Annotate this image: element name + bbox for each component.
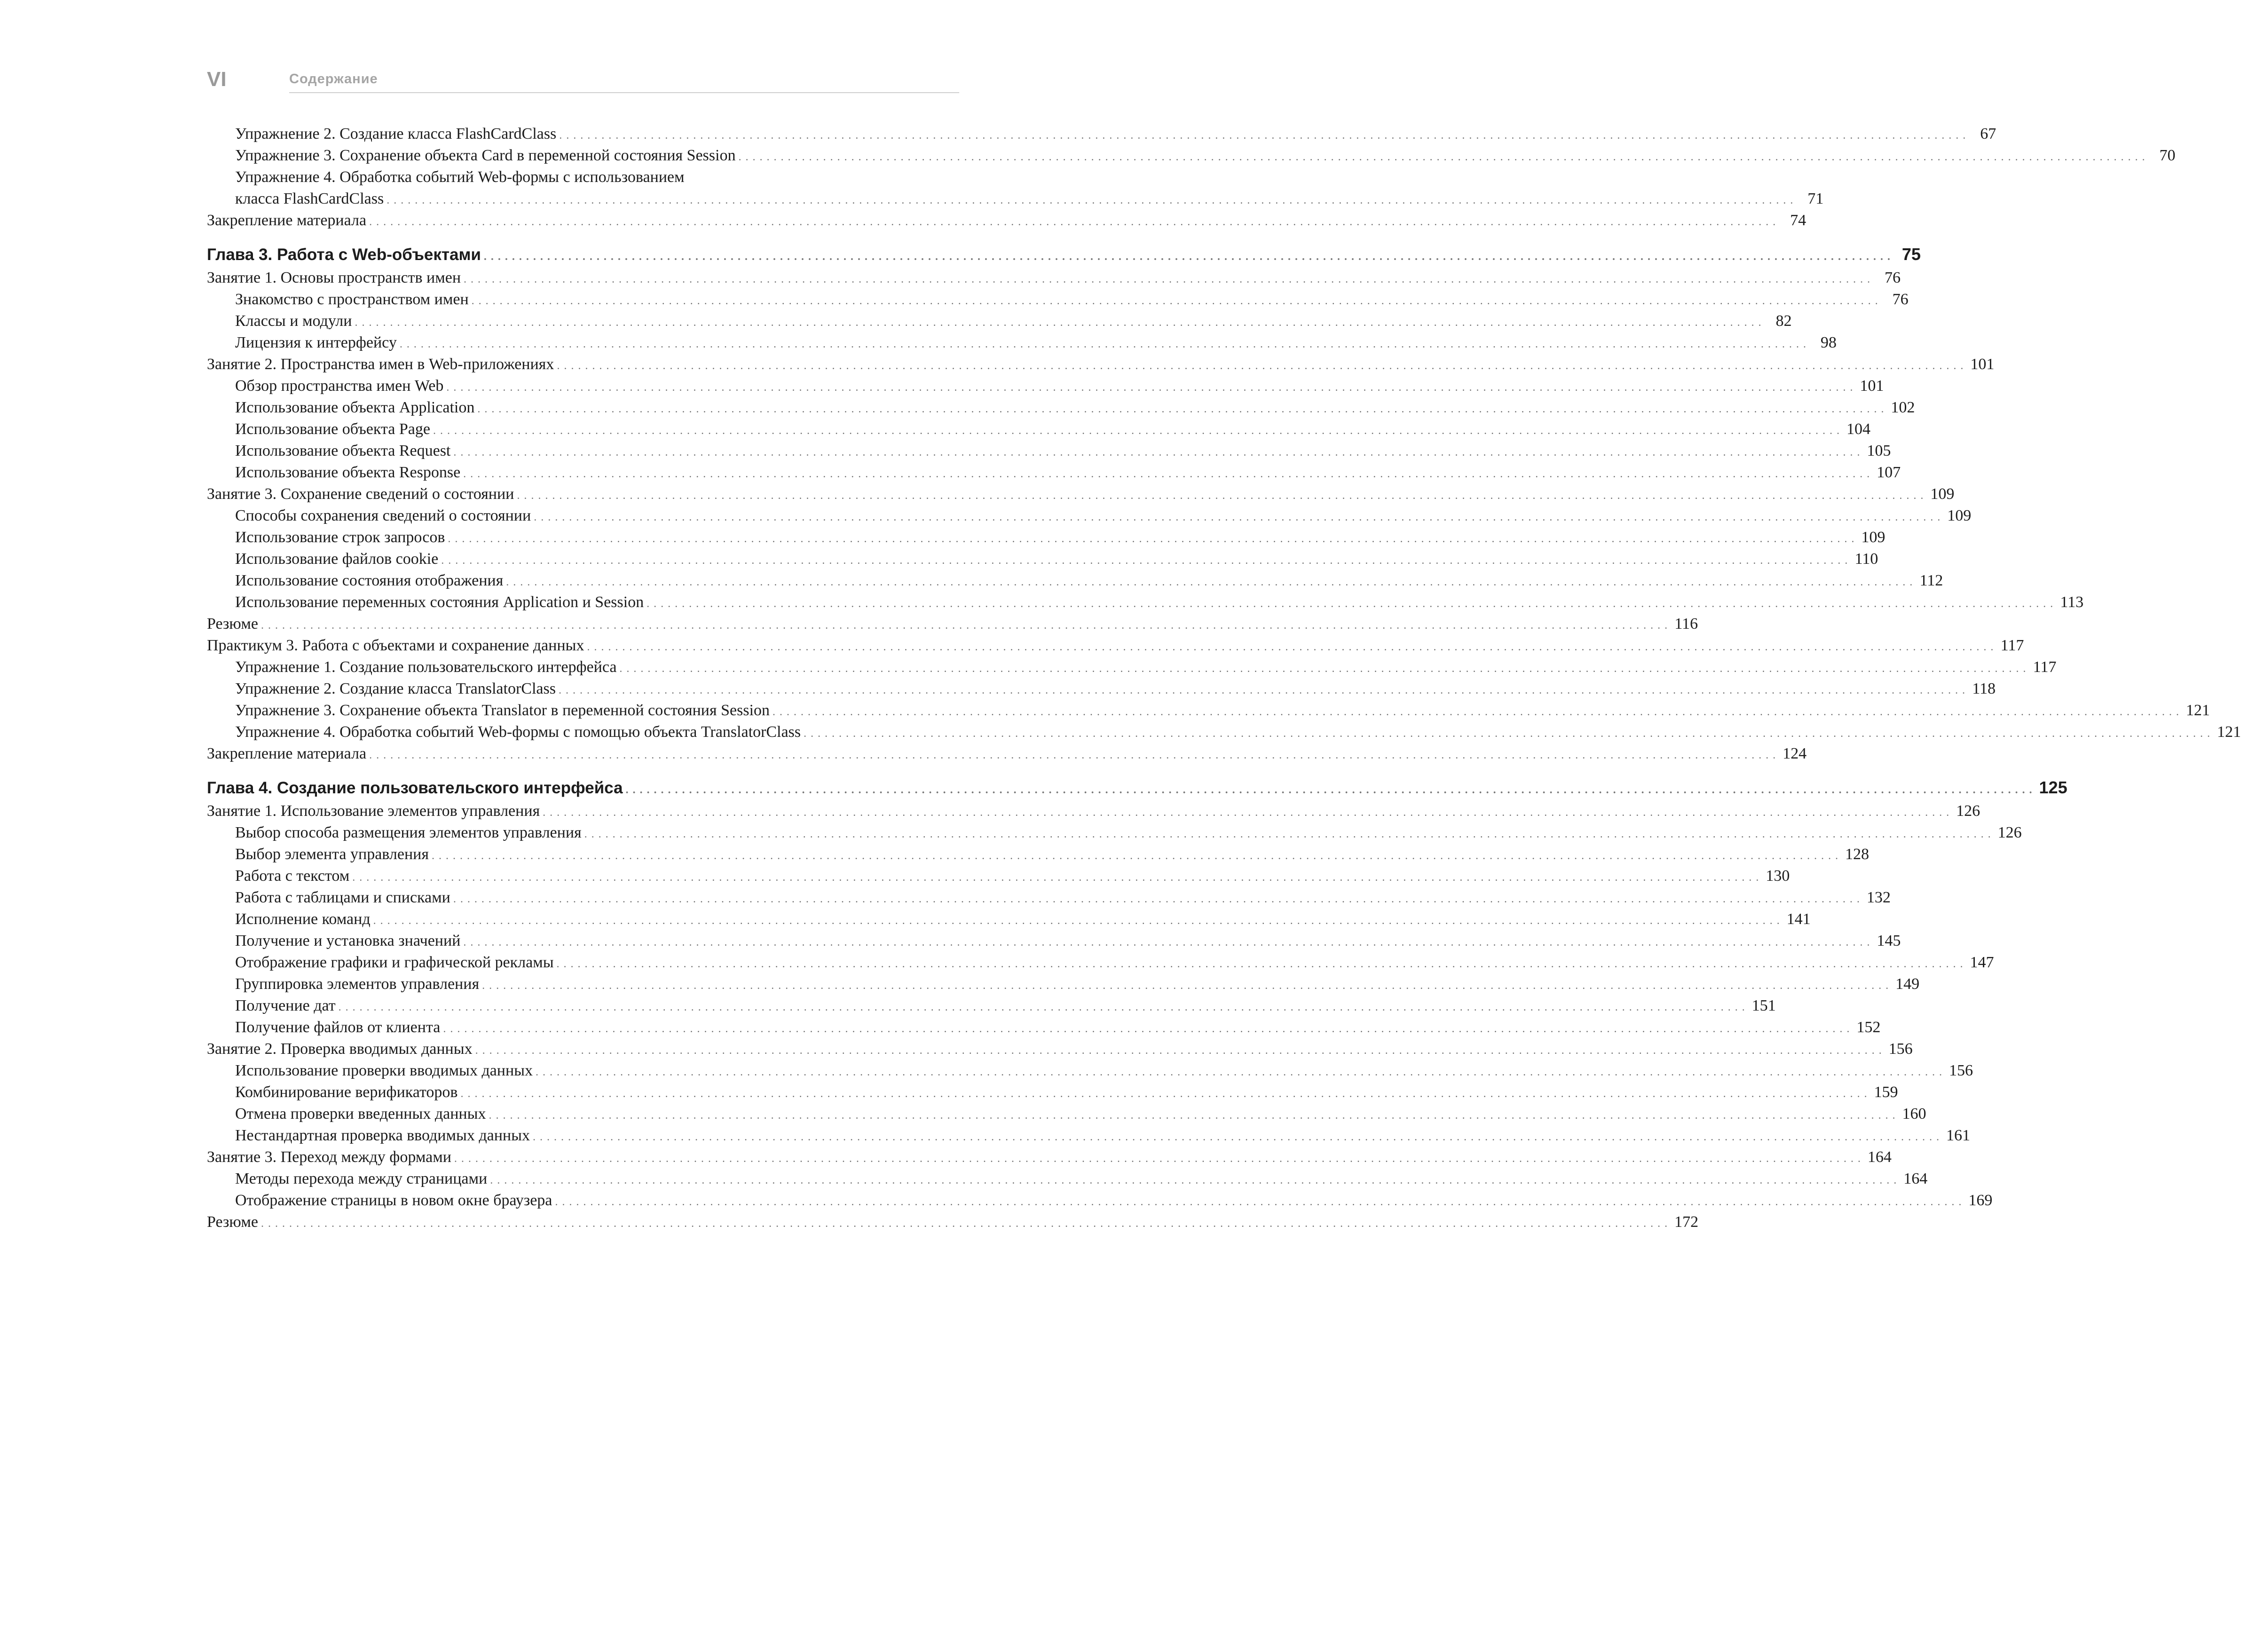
toc-entry-page: 152 bbox=[1856, 1019, 1881, 1036]
toc-entry-page: 132 bbox=[1866, 889, 1891, 906]
toc-subsection bbox=[207, 844, 1870, 865]
toc-entry-title: Практикум 3. Работа с объектами и сохранение данных bbox=[207, 637, 584, 654]
toc-entry-title: Занятие 2. Проверка вводимых данных bbox=[207, 1040, 473, 1058]
dot-leader: ........................................................................................................................................................................................................ bbox=[559, 129, 1970, 142]
toc-subsection bbox=[207, 656, 2057, 678]
toc-entry-page: 67 bbox=[1980, 125, 1996, 142]
dot-leader: ........................................................................................................................................................................................................ bbox=[482, 980, 1893, 992]
toc-subsection bbox=[207, 678, 1996, 700]
table-of-contents bbox=[207, 123, 2241, 1233]
toc-subsection bbox=[207, 310, 1792, 332]
toc-entry-page: 130 bbox=[1766, 867, 1790, 885]
toc-entry-page: 159 bbox=[1874, 1083, 1898, 1101]
toc-entry-title: Закрепление материала bbox=[207, 745, 367, 762]
toc-entry-title: Использование строк запросов bbox=[235, 529, 445, 546]
dot-leader: ........................................................................................................................................................................................................ bbox=[369, 749, 1780, 761]
dot-leader: ........................................................................................................................................................................................................ bbox=[338, 1001, 1749, 1013]
page-number: VI bbox=[207, 68, 227, 91]
dot-leader: ........................................................................................................................................................................................................ bbox=[490, 1174, 1901, 1186]
toc-entry-page: 109 bbox=[1947, 507, 1972, 524]
toc-entry-title: Упражнение 2. Создание класса FlashCardClass bbox=[235, 125, 557, 142]
dot-leader: ........................................................................................................................................................................................................ bbox=[536, 1066, 1947, 1078]
toc-entry-page: 74 bbox=[1790, 212, 1807, 229]
toc-section bbox=[207, 800, 1981, 822]
toc-entry-title: Занятие 2. Пространства имен в Web-приложениях bbox=[207, 356, 554, 373]
toc-subsection bbox=[207, 887, 1891, 909]
toc-subsection bbox=[207, 952, 1994, 973]
toc-subsection bbox=[207, 1060, 1973, 1082]
dot-leader: ........................................................................................................................................................................................................ bbox=[260, 1217, 1672, 1230]
toc-entry-title: Классы и модули bbox=[235, 312, 352, 330]
toc-entry-page: 126 bbox=[1997, 824, 2022, 841]
dot-leader: ........................................................................................................................................................................................................ bbox=[489, 1109, 1900, 1122]
toc-entry-page: 145 bbox=[1877, 932, 1901, 949]
toc-entry-title: Резюме bbox=[207, 1213, 258, 1231]
dot-leader: ........................................................................................................................................................................................................ bbox=[453, 446, 1864, 458]
toc-entry-page: 118 bbox=[1972, 680, 1996, 697]
toc-subsection bbox=[207, 1017, 1881, 1038]
dot-leader: ........................................................................................................................................................................................................ bbox=[448, 533, 1859, 545]
toc-entry-page: 149 bbox=[1895, 975, 1920, 993]
dot-leader: ........................................................................................................................................................................................................ bbox=[556, 958, 1967, 970]
dot-leader: ........................................................................................................................................................................................................ bbox=[463, 936, 1874, 949]
toc-subsection bbox=[207, 1125, 1970, 1146]
toc-entry-title: Способы сохранения сведений о состоянии bbox=[235, 507, 531, 524]
toc-entry-page: 156 bbox=[1949, 1062, 1973, 1079]
section-title: Содержание bbox=[289, 71, 378, 87]
toc-section bbox=[207, 354, 1995, 375]
toc-entry-page: 164 bbox=[1867, 1148, 1892, 1166]
toc-entry-page: 117 bbox=[2033, 658, 2057, 676]
toc-entry-title: Использование объекта Application bbox=[235, 399, 475, 416]
dot-leader: ........................................................................................................................................................................................................ bbox=[352, 871, 1763, 884]
toc-entry-title: Группировка элементов управления bbox=[235, 975, 480, 993]
toc-entry-page: 160 bbox=[1902, 1105, 1926, 1122]
toc-entry-title: Нестандартная проверка вводимых данных bbox=[235, 1127, 530, 1144]
dot-leader: ........................................................................................................................................................................................................ bbox=[454, 1153, 1865, 1165]
toc-entry-page: 112 bbox=[1919, 572, 1943, 589]
toc-entry-title: Использование объекта Page bbox=[235, 420, 430, 438]
toc-entry-page: 105 bbox=[1867, 442, 1891, 459]
dot-leader: ........................................................................................................................................................................................................ bbox=[369, 216, 1780, 228]
toc-entry-title: Обзор пространства имен Web bbox=[235, 377, 444, 395]
dot-leader: ........................................................................................................................................................................................................ bbox=[475, 1044, 1886, 1057]
toc-subsection bbox=[207, 1190, 1993, 1211]
toc-entry-title: Упражнение 4. Обработка событий Web-формы с помощью объекта TranslatorClass bbox=[235, 723, 801, 741]
toc-entry-page: 128 bbox=[1845, 846, 1870, 863]
toc-entry-page: 172 bbox=[1674, 1213, 1698, 1231]
dot-leader: ........................................................................................................................................................................................................ bbox=[463, 468, 1874, 480]
dot-leader: ........................................................................................................................................................................................................ bbox=[477, 403, 1888, 415]
dot-leader: ........................................................................................................................................................................................................ bbox=[517, 490, 1928, 502]
toc-entry-title: Резюме bbox=[207, 615, 258, 632]
toc-entry-page: 98 bbox=[1820, 334, 1837, 351]
dot-leader: ........................................................................................................................................................................................................ bbox=[738, 151, 2149, 163]
toc-subsection bbox=[207, 419, 1870, 440]
toc-entry-title: класса FlashCardClass bbox=[235, 190, 384, 207]
toc-section bbox=[207, 483, 1955, 505]
toc-entry-title: Знакомство с пространством имен bbox=[235, 291, 469, 308]
toc-chapter bbox=[207, 777, 2067, 798]
dot-leader: ........................................................................................................................................................................................................ bbox=[558, 684, 1969, 696]
toc-entry-page: 116 bbox=[1674, 615, 1698, 632]
toc-entry-title: Занятие 1. Использование элементов управления bbox=[207, 802, 540, 820]
toc-entry-title: Занятие 1. Основы пространств имен bbox=[207, 269, 461, 286]
toc-entry-page: 126 bbox=[1956, 802, 1981, 820]
dot-leader: ........................................................................................................................................................................................................ bbox=[260, 619, 1672, 632]
toc-entry-page: 75 bbox=[1902, 245, 1921, 264]
toc-entry-title: Упражнение 4. Обработка событий Web-формы с использованием bbox=[235, 168, 685, 186]
dot-leader: ........................................................................................................................................................................................................ bbox=[399, 338, 1810, 350]
toc-entry-page: 169 bbox=[1968, 1192, 1993, 1209]
toc-entry-title: Занятие 3. Переход между формами bbox=[207, 1148, 451, 1166]
toc-entry-title: Упражнение 2. Создание класса TranslatorClass bbox=[235, 680, 556, 697]
dot-leader: ........................................................................................................................................................................................................ bbox=[625, 784, 2036, 796]
dot-leader: ........................................................................................................................................................................................................ bbox=[804, 727, 2215, 740]
toc-subsection bbox=[207, 166, 955, 188]
toc-subsection bbox=[207, 527, 1886, 548]
toc-entry-page: 101 bbox=[1860, 377, 1884, 395]
toc-entry-page: 110 bbox=[1854, 550, 1878, 568]
toc-entry-title: Отмена проверки введенных данных bbox=[235, 1105, 486, 1122]
toc-entry-page: 101 bbox=[1970, 356, 1995, 373]
toc-entry-title: Отображение страницы в новом окне браузера bbox=[235, 1192, 552, 1209]
toc-entry-title: Глава 4. Создание пользовательского интерфейса bbox=[207, 779, 623, 797]
toc-entry-title: Занятие 3. Сохранение сведений о состоянии bbox=[207, 485, 514, 503]
toc-entry-title: Использование переменных состояния Application и Session bbox=[235, 593, 644, 611]
toc-entry-page: 164 bbox=[1903, 1170, 1928, 1187]
toc-entry-title: Закрепление материала bbox=[207, 212, 367, 229]
toc-section bbox=[207, 1038, 1913, 1060]
toc-subsection bbox=[207, 123, 1996, 145]
dot-leader: ........................................................................................................................................................................................................ bbox=[443, 1023, 1854, 1035]
toc-subsection bbox=[207, 700, 2210, 721]
dot-leader: ........................................................................................................................................................................................................ bbox=[471, 295, 1882, 307]
toc-subsection bbox=[207, 289, 1909, 310]
toc-entry-title: Работа с таблицами и списками bbox=[235, 889, 450, 906]
toc-subsection bbox=[207, 548, 1878, 570]
toc-subsection bbox=[207, 1103, 1926, 1125]
toc-entry-page: 117 bbox=[2000, 637, 2024, 654]
toc-entry-title: Выбор элемента управления bbox=[235, 846, 429, 863]
dot-leader: ........................................................................................................................................................................................................ bbox=[432, 850, 1843, 862]
toc-entry-page: 113 bbox=[2060, 593, 2084, 611]
toc-chapter bbox=[207, 244, 1921, 265]
toc-entry-page: 76 bbox=[1885, 269, 1901, 286]
toc-entry-title: Использование проверки вводимых данных bbox=[235, 1062, 533, 1079]
toc-entry-title: Упражнение 3. Сохранение объекта Card в переменной состояния Session bbox=[235, 147, 736, 164]
toc-subsection bbox=[207, 188, 1824, 210]
toc-entry-title: Получение дат bbox=[235, 997, 336, 1014]
toc-entry-page: 124 bbox=[1783, 745, 1807, 762]
dot-leader: ........................................................................................................................................................................................................ bbox=[772, 706, 2183, 718]
toc-entry-title: Использование объекта Response bbox=[235, 464, 461, 481]
toc-subsection bbox=[207, 995, 1776, 1017]
toc-entry-page: 104 bbox=[1846, 420, 1870, 438]
toc-subsection bbox=[207, 1168, 1928, 1190]
dot-leader: ........................................................................................................................................................................................................ bbox=[433, 425, 1844, 437]
toc-entry-page: 141 bbox=[1786, 910, 1811, 928]
toc-entry-page: 82 bbox=[1775, 312, 1792, 330]
toc-entry-page: 109 bbox=[1930, 485, 1955, 503]
toc-entry-page: 147 bbox=[1970, 954, 1994, 971]
toc-subsection bbox=[207, 375, 1884, 397]
dot-leader: ........................................................................................................................................................................................................ bbox=[460, 1088, 1871, 1100]
toc-entry-title: Использование файлов cookie bbox=[235, 550, 439, 568]
dot-leader: ........................................................................................................................................................................................................ bbox=[387, 194, 1798, 206]
toc-entry-title: Глава 3. Работа с Web-объектами bbox=[207, 245, 481, 264]
toc-section bbox=[207, 613, 1698, 635]
toc-entry-title: Комбинирование верификаторов bbox=[235, 1083, 458, 1101]
dot-leader: ........................................................................................................................................................................................................ bbox=[506, 576, 1917, 588]
toc-entry-page: 76 bbox=[1892, 291, 1909, 308]
toc-entry-title: Методы перехода между страницами bbox=[235, 1170, 488, 1187]
toc-entry-title: Упражнение 1. Создание пользовательского интерфейса bbox=[235, 658, 617, 676]
running-header bbox=[207, 66, 959, 94]
toc-entry-title: Использование объекта Request bbox=[235, 442, 451, 459]
toc-section bbox=[207, 1146, 1892, 1168]
toc-entry-page: 125 bbox=[2039, 778, 2067, 797]
toc-subsection bbox=[207, 930, 1901, 952]
dot-leader: ........................................................................................................................................................................................................ bbox=[464, 273, 1875, 285]
toc-subsection bbox=[207, 909, 1811, 930]
dot-leader: ........................................................................................................................................................................................................ bbox=[355, 316, 1766, 329]
dot-leader: ........................................................................................................................................................................................................ bbox=[619, 663, 2030, 675]
dot-leader: ........................................................................................................................................................................................................ bbox=[543, 806, 1954, 819]
toc-entry-page: 121 bbox=[2217, 723, 2241, 741]
toc-entry-page: 156 bbox=[1888, 1040, 1913, 1058]
toc-section bbox=[207, 267, 1901, 289]
toc-subsection bbox=[207, 397, 1915, 419]
toc-entry-title: Выбор способа размещения элементов управления bbox=[235, 824, 582, 841]
toc-entry-page: 151 bbox=[1752, 997, 1776, 1014]
toc-entry-page: 107 bbox=[1877, 464, 1901, 481]
dot-leader: ........................................................................................................................................................................................................ bbox=[483, 251, 1894, 263]
toc-subsection bbox=[207, 505, 1972, 527]
toc-subsection bbox=[207, 865, 1790, 887]
toc-entry-title: Исполнение команд bbox=[235, 910, 371, 928]
header-rule bbox=[289, 92, 959, 93]
toc-section bbox=[207, 1211, 1698, 1233]
toc-entry-title: Работа с текстом bbox=[235, 867, 350, 885]
toc-entry-page: 102 bbox=[1891, 399, 1915, 416]
toc-subsection bbox=[207, 592, 2084, 613]
toc-entry-page: 71 bbox=[1807, 190, 1824, 207]
toc-subsection bbox=[207, 570, 1943, 592]
dot-leader: ........................................................................................................................................................................................................ bbox=[534, 511, 1945, 523]
toc-subsection bbox=[207, 822, 2022, 844]
toc-section bbox=[207, 743, 1807, 765]
toc-subsection bbox=[207, 332, 1837, 354]
toc-subsection bbox=[207, 462, 1901, 483]
dot-leader: ........................................................................................................................................................................................................ bbox=[587, 641, 1998, 653]
dot-leader: ........................................................................................................................................................................................................ bbox=[373, 915, 1784, 927]
toc-entry-title: Отображение графики и графической рекламы bbox=[235, 954, 554, 971]
dot-leader: ........................................................................................................................................................................................................ bbox=[441, 554, 1852, 567]
dot-leader: ........................................................................................................................................................................................................ bbox=[453, 893, 1864, 905]
toc-subsection bbox=[207, 1082, 1898, 1103]
dot-leader: ........................................................................................................................................................................................................ bbox=[647, 598, 2058, 610]
toc-subsection bbox=[207, 721, 2241, 743]
dot-leader: ........................................................................................................................................................................................................ bbox=[532, 1131, 1943, 1143]
toc-subsection bbox=[207, 440, 1891, 462]
toc-entry-page: 109 bbox=[1861, 529, 1886, 546]
toc-entry-title: Получение и установка значений bbox=[235, 932, 461, 949]
dot-leader: ........................................................................................................................................................................................................ bbox=[446, 381, 1857, 394]
toc-entry-page: 70 bbox=[2159, 147, 2176, 164]
toc-section bbox=[207, 210, 1807, 231]
toc-entry-title: Использование состояния отображения bbox=[235, 572, 504, 589]
dot-leader: ........................................................................................................................................................................................................ bbox=[557, 360, 1968, 372]
toc-entry-title: Лицензия к интерфейсу bbox=[235, 334, 397, 351]
dot-leader: ........................................................................................................................................................................................................ bbox=[584, 828, 1995, 840]
toc-entry-page: 121 bbox=[2186, 702, 2210, 719]
toc-entry-page: 161 bbox=[1946, 1127, 1970, 1144]
toc-entry-title: Получение файлов от клиента bbox=[235, 1019, 441, 1036]
toc-section bbox=[207, 635, 2024, 656]
dot-leader: ........................................................................................................................................................................................................ bbox=[555, 1196, 1966, 1208]
toc-subsection bbox=[207, 973, 1920, 995]
toc-entry-title: Упражнение 3. Сохранение объекта Translator в переменной состояния Session bbox=[235, 702, 770, 719]
toc-subsection bbox=[207, 145, 2176, 166]
